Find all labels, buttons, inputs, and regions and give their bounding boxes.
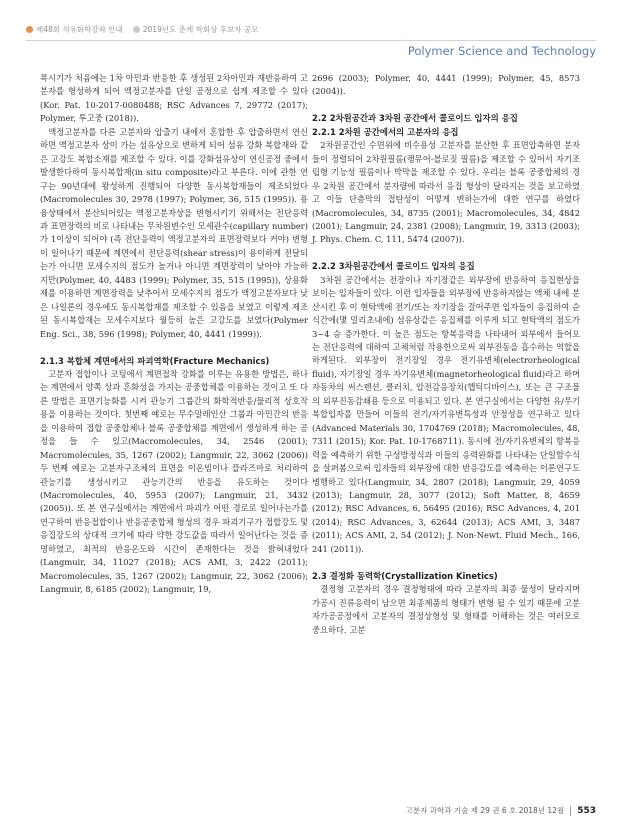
section-heading-2-2: 2.2 2차원공간과 3차원 공간에서 콜로이드 입자의 응집: [312, 113, 518, 124]
spacer: [40, 341, 308, 354]
journal-title: Polymer Science and Technology: [407, 44, 596, 58]
paragraph: 액정고분자를 다른 고분자와 압출기 내에서 혼합한 후 압출하면서 연신하면 액정고분자 상이 가는 섬유상으로 변하게 되어 섬유 강화 복합재와 같은 고강도 복합소재를 제조할 수 있다. 이를 강화섬유상이 연신공정 중에서 발생한다하여 동시복합재(in situ composite)라고 부른다. 이에 관한 연구는 90년대에 왕성하게 진행되어 다양한 동시복합재들이 제조되었다(Macromolecules 30, 2978 (1997); Polymer, 36, 515 (1995)). 용융상태에서 분산되어있는 액정고분자상을 변형시키기 위해서는 전단응력과 표면장력의 비로 나타내는 무차원변수인 모세관수(capillary number)가 1이상이 되어야 (즉 전단응력이 액정고분자의 표면장력보다 커야) 변형이 일어나기 때문에 계면에서 전단응력(shear stress)이 용이하게 전달되는가 아니면 모세수지의 점도가 높거나 아니면 계면장력이 낮아야 가능하지만(Polymer, 40, 4483 (1999); Polymer, 35, 515 (1995)), 상용화제를 이용하면 계면장력을 낮추어서 모세수지의 점도가 액정고분자보다 낮은 나일론의 경우에도 동시복합재를 제조할 수 있음을 보였고 이렇게 제조된 동시복합재는 모세수지보다 월등히 높은 고강도를 보였다(Polymer Eng. Sci., 38, 596 (1998); Polymer, 40, 4441 (1999)).: [40, 126, 308, 339]
header-tab-lecture[interactable]: 제48회 석유화학강좌 안내: [26, 24, 123, 35]
spacer: [312, 556, 580, 569]
spacer: [312, 99, 580, 112]
paragraph: 2696 (2003); Polymer, 40, 4441 (1999); Polymer, 45, 8573 (2004)).: [312, 73, 580, 97]
paragraph: 결정형 고분자의 경우 결정형태에 따라 고분자의 최종 물성이 달라지며 가공시 진류응력이 남으면 최종제품의 형태가 변형 될 수 있기 때문에 고분자가공공정에서 고분자의 결정상형성 및 형태를 이해하는 것은 여러모로 중요하다. 고분: [312, 584, 580, 635]
bullet-icon: [133, 26, 140, 33]
header-tabs: [26, 24, 258, 35]
section-heading-2-1-3: 2.1.3 복합체 계면에서의 파괴역학(Fracture Mechanics): [40, 355, 270, 366]
section-heading-2-3: 2.3 결정화 동력학(Crystallization Kinetics): [312, 570, 498, 581]
footer-divider: [570, 806, 571, 816]
paragraph: 3차원 공간에서는 전장이나 자기장같은 외부장에 반응하여 응집현상을 보이는 입자들이 있다. 이런 입자들을 외부장에 반응하지않는 액체 내에 분산시킨 후 이 현탁액에 전기/또는 자기장을 걸어주면 입자들이 응집하여 순식간에(몇 밀리초내에) 섬유상같은 응집체를 이루게 되고 현탁액의 점도가 3~4 승 증가한다. 이 높은 점도는 항복응력을 나타내어 외부에서 들어오는 전단응력에 대하여 고체처럼 작용한으로써 외부진동을 흡수하는 역할을 하게된다. 외부장이 전기장일 경우 전기유변체(electrorheological fluid), 자기장일 경우 자기유변체(magnetorheological fluid)라고 하며 자동차의 써스펜션, 클러치, 압전감응장치(햅틱디바이스), 또는 큰 구조물의 외부진동감쇄용 등으로 이용되고 있다. 본 연구실에서는 다양한 유/무기복합입자를 만들어 이들의 전기/자기유변특성과 안정성을 연구하고 있다(Advanced Materials 30, 1704769 (2018); Macromolecules, 48, 7311 (2015); Kor. Pat. 10-1768711). 동시에 전/자기유변체의 항복응력을 예측하기 위한 구성방정식과 이들의 응력완화를 나타내는 단일함수식을 살펴봄으로써 입자들의 외부장에 대한 반응감도를 예측하는 이론연구도 병행하고 있다(Langmuir, 34, 2807 (2018); Langmuir, 29, 4059 (2013); Langmuir, 28, 3077 (2012); Soft Matter, 8, 4659 (2012); RSC Advances, 6, 56495 (2016); RSC Advances, 4, 201 (2014); RSC Advances, 3, 62644 (2013); ACS AMI, 3, 3487 (2011); ACS AMI, 2, 54 (2012); J. Non-Newt. Fluid Mech., 166, 241 (2011)).: [312, 274, 580, 554]
paragraph: 고분자 접합이나 코팅에서 계면접착 강화를 이루는 유용한 방법은, 하나는 계면에서 양쪽 상과 혼화성을 가지는 공중합체를 이용하는 것이고 또 다른 방법은 표면기능화를 시켜 관능기 그룹간의 화학적반응/물리적 상호작용을 이용하는 것이다. 첫번째 예로는 무수말레인산 그룹과 아민간의 반응을 이용하여 접합 공중합체나 블록 공중합체를 계면에서 생성하게 하는 공정을 들 수 있고(Macromolecules, 34, 2546 (2001); Macromolecules, 35, 1267 (2002); Langmuir, 22, 3062 (2006)) 두 번째 예로는 고분자구조체의 표면을 이온빔이나 플라즈마로 처리하여 관능기를 생성시키고 관능기간의 반응을 유도하는 것이다(Macromolecules, 40, 5953 (2007); Langmuir, 21, 3432 (2005)). 또 본 연구실에서는 계면에서 파괴가 어떤 경로로 일어나는가를 연구하여 반응접합이나 반응공중합체 형성의 경우 파괴기구가 접합강도 및 응집강도의 상대적 크기에 따라 약한 강도값을 따라서 일어난다는 것을 증명하였고, 최적의 반응온도와 시간이 존재한다는 것을 밝혀내었다(Langmuir, 34, 11027 (2018); ACS AMI, 3, 2422 (2011); Macromolecules, 35, 1267 (2002); Langmuir, 22, 3062 (2006); Langmuir, 8, 6185 (2002); Langmuir, 19,: [40, 368, 308, 595]
paragraph: 2차원공간인 수면위에 비수용성 고분자를 분산한 후 표면압축하면 분자들이 정렬되어 2차원필름(랭뮤어-블로짓 필름)을 제조할 수 있어서 자기조립형 기능성 필름이나 박막을 제조할 수 있다. 우리는 블록 공중합체의 경우 2차원 공간에서 분자량에 따라서 응집 형상이 달라지는 것을 보고하였고 이들 단층막의 접탄성이 어떻게 변하는가에 대한 연구를 하였다(Macromolecules, 34, 8735 (2001); Macromolecules, 34, 4842 (2001); Langmuir, 24, 2381 (2008); Langmuir, 19, 3313 (2003); J. Phys. Chem. C, 111, 5474 (2007)).: [312, 140, 580, 245]
bullet-icon: [26, 26, 33, 33]
left-column: [40, 72, 308, 597]
header-tab-award[interactable]: 2019년도 춘계 학회상 후보자 공모: [133, 24, 259, 35]
page-number: 553: [577, 805, 596, 816]
spacer: [312, 247, 580, 260]
right-column: [312, 72, 580, 637]
header-divider: [26, 40, 596, 41]
paragraph: 폭시기가 처음에는 1차 아민과 반응한 후 생성된 2차아민과 재반응하여 고분자를 형성하게 되어 액정고분자를 단일 공정으로 쉽게 제조할 수 있다(Kor. Pat. 10-2017-0080488; RSC Advances 7, 29772 (2017); Polymer, 투고중 (2018)).: [40, 73, 308, 124]
section-heading-2-2-2: 2.2.2 3차원공간에서 콜로이드 입자의 응집: [312, 261, 475, 272]
page-footer: [406, 805, 596, 816]
issue-info: 고분자 과학과 기술 제 29 권 6 호 2018년 12월: [405, 806, 565, 815]
section-heading-2-2-1: 2.2.1 2차원 공간에서의 고분자의 응집: [312, 126, 459, 137]
